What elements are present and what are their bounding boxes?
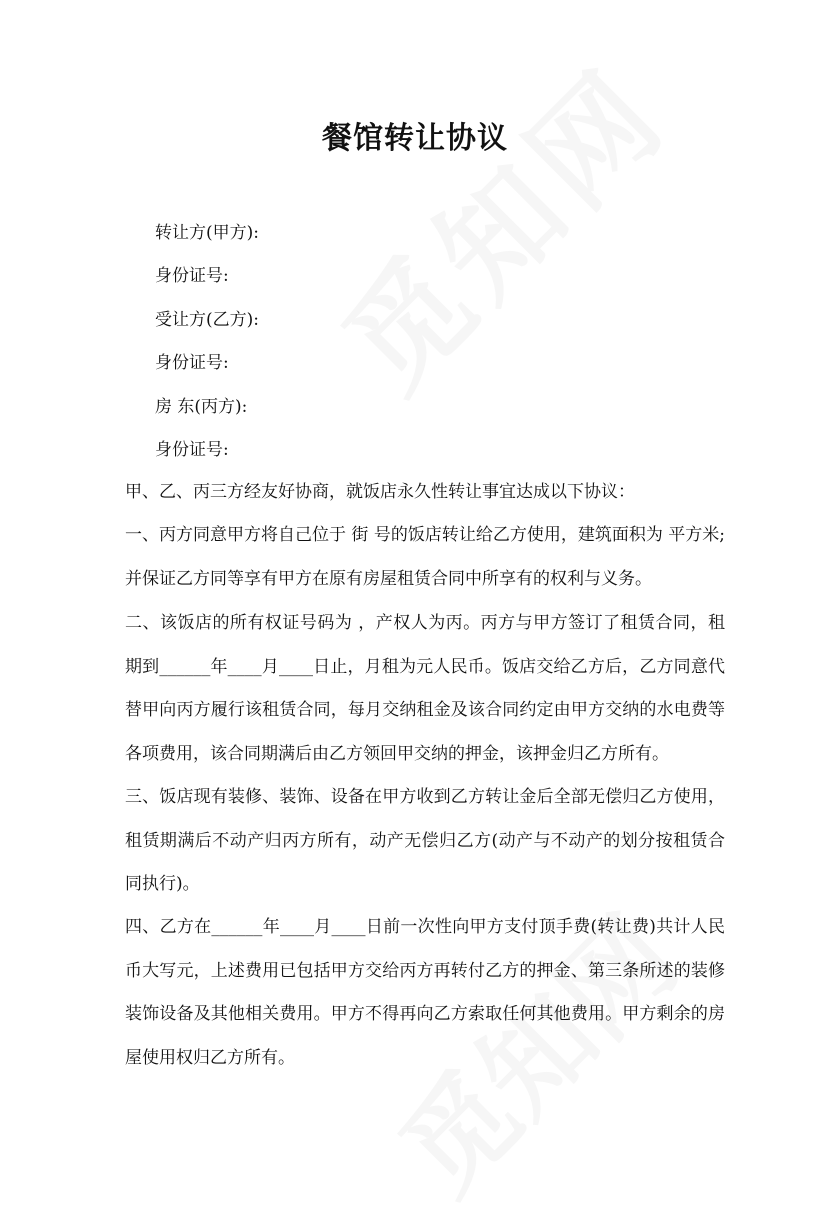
clause-3: 三、饭店现有装修、装饰、设备在甲方收到乙方转让金后全部无偿归乙方使用，租赁期满后不动产归丙方所有，动产无偿归乙方(动产与不动产的划分按租赁合同执行)。	[125, 787, 725, 894]
clause-4: 四、乙方在______年____月____日前一次性向甲方支付顶手费(转让费)共计人民币大写元，上述费用已包括甲方交给丙方再转付乙方的押金、第三条所述的装修装饰设备及其他相关费用。甲方不得再向乙方索取任何其他费用。甲方剩余的房屋使用权归乙方所有。	[125, 917, 725, 1068]
field-transferor: 转让方(甲方):	[155, 223, 259, 243]
field-landlord: 房 东(丙方):	[155, 397, 248, 417]
field-transferor-id: 身份证号:	[155, 266, 229, 286]
clause-1: 一、丙方同意甲方将自己位于 街 号的饭店转让给乙方使用，建筑面积为 平方米;并保证乙方同等享有甲方在原有房屋租赁合同中所享有的权利与义务。	[125, 525, 725, 589]
document-title: 餐馆转让协议	[322, 121, 508, 156]
field-transferee: 受让方(乙方):	[155, 310, 259, 330]
watermark	[300, 24, 697, 421]
clause-2: 二、该饭店的所有权证号码为 ，产权人为丙。丙方与甲方签订了租赁合同，租期到______年____月____日止，月租为元人民币。饭店交给乙方后，乙方同意代替甲向丙方履行该租赁合同，每月交纳租金及该合同约定由甲方交纳的水电费等各项费用，该合同期满后由乙方领回甲交纳的押金，该押金归乙方所有。	[125, 613, 725, 764]
field-landlord-id: 身份证号:	[155, 440, 229, 460]
field-transferee-id: 身份证号:	[155, 353, 229, 373]
intro-paragraph: 甲、乙、丙三方经友好协商，就饭店永久性转让事宜达成以下协议：	[125, 482, 635, 502]
